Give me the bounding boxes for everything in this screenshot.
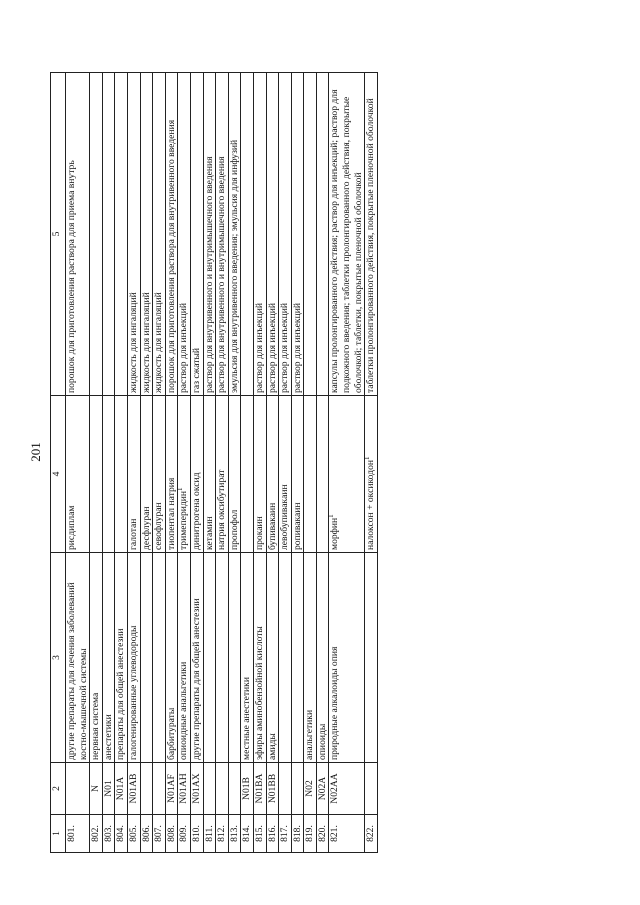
row-number-cell — [165, 815, 178, 853]
dosage-form-cell — [228, 73, 241, 396]
dosage-form-text: таблетки пролонгированного действия, покрытые пленочной оболочкой — [365, 98, 377, 393]
drug-name-cell — [316, 396, 329, 553]
header-cell: 2 — [51, 763, 66, 815]
atc-code-cell — [365, 763, 378, 815]
row-number-text: 811. — [203, 825, 215, 842]
atc-code-cell — [291, 763, 304, 815]
row-number-text: 810. — [190, 825, 202, 842]
table-row — [241, 73, 254, 853]
group-name-cell — [316, 553, 329, 763]
row-number-cell — [304, 815, 317, 853]
atc-code-text: N01BB — [266, 773, 278, 804]
drug-name-text: десфлуран — [140, 506, 152, 550]
atc-code-cell — [153, 763, 166, 815]
atc-code-cell — [115, 763, 128, 815]
dosage-form-cell — [66, 73, 90, 396]
drug-name-cell — [153, 396, 166, 553]
group-name-text: другие препараты для общей анестезии — [190, 598, 202, 760]
table-row — [266, 73, 279, 853]
row-number-cell — [66, 815, 90, 853]
dosage-form-cell — [316, 73, 329, 396]
group-name-text: анальгетики — [304, 709, 316, 760]
dosage-form-text: раствор для внутривенного и внутримышечного введения — [203, 156, 215, 393]
group-name-cell — [279, 553, 292, 763]
dosage-form-text: жидкость для ингаляций — [153, 292, 165, 393]
row-number-cell — [178, 815, 191, 853]
dosage-form-text: жидкость для ингаляций — [140, 292, 152, 393]
atc-code-cell — [140, 763, 153, 815]
row-number-text: 817. — [279, 825, 291, 842]
group-name-cell — [329, 553, 365, 763]
dosage-form-text: раствор для инъекций — [291, 303, 303, 393]
dosage-form-text: раствор для инъекций — [279, 303, 291, 393]
group-name-cell — [228, 553, 241, 763]
row-number-cell — [140, 815, 153, 853]
dosage-form-cell — [329, 73, 365, 396]
drug-name-cell — [115, 396, 128, 553]
group-name-cell — [266, 553, 279, 763]
row-number-cell — [253, 815, 266, 853]
header-row — [51, 73, 66, 853]
row-number-cell — [127, 815, 140, 853]
row-number-text: 805. — [127, 825, 139, 842]
group-name-cell — [165, 553, 178, 763]
dosage-form-text: эмульсия для внутривенного введения; эмульсия для инфузий — [228, 139, 240, 393]
dosage-form-cell — [203, 73, 216, 396]
row-number-cell — [266, 815, 279, 853]
row-number-text: 807. — [153, 825, 165, 842]
dosage-form-cell — [90, 73, 103, 396]
group-name-cell — [115, 553, 128, 763]
row-number-cell — [329, 815, 365, 853]
drug-name-text: динитрогена оксид — [190, 472, 202, 550]
dosage-form-cell — [253, 73, 266, 396]
table-row — [228, 73, 241, 853]
group-name-cell — [304, 553, 317, 763]
atc-code-cell — [266, 763, 279, 815]
drug-name-text: кетамин — [203, 516, 215, 550]
atc-code-cell — [329, 763, 365, 815]
drug-name-text: бупивакаин — [266, 502, 278, 550]
group-name-cell — [127, 553, 140, 763]
table-row — [115, 73, 128, 853]
drug-name-cell — [178, 396, 191, 553]
row-number-cell — [190, 815, 203, 853]
drug-name-cell — [279, 396, 292, 553]
atc-code-text: N01A — [115, 776, 127, 801]
drug-name-text: пропофол — [228, 509, 240, 550]
dosage-form-cell — [241, 73, 254, 396]
row-number-cell — [90, 815, 103, 853]
atc-code-text: N02 — [304, 780, 316, 797]
table-body — [66, 73, 378, 853]
atc-code-cell — [102, 763, 115, 815]
atc-code-cell — [228, 763, 241, 815]
drug-name-text: натрия оксибутират — [216, 469, 228, 550]
dosage-form-text: раствор для инъекций — [253, 303, 265, 393]
row-number-text: 820. — [316, 825, 328, 842]
atc-code-cell — [279, 763, 292, 815]
dosage-form-cell — [140, 73, 153, 396]
atc-code-text: N01B — [241, 777, 253, 800]
group-name-cell — [102, 553, 115, 763]
dosage-form-cell — [190, 73, 203, 396]
group-name-cell — [291, 553, 304, 763]
table-row — [203, 73, 216, 853]
atc-code-cell — [178, 763, 191, 815]
dosage-form-text: порошок для приготовления раствора для приема внутрь — [66, 160, 77, 393]
table-row — [178, 73, 191, 853]
atc-code-cell — [216, 763, 229, 815]
drug-name-text: налоксон + оксикодон — [365, 460, 377, 550]
group-name-cell — [203, 553, 216, 763]
header-cell: 1 — [51, 815, 66, 853]
group-name-text: нервная система — [90, 692, 102, 760]
group-name-text: местные анестетики — [241, 677, 253, 760]
group-name-cell — [153, 553, 166, 763]
table-row — [304, 73, 317, 853]
group-name-cell — [66, 553, 90, 763]
drug-name-text: тримеперидин — [178, 490, 190, 550]
drug-name-cell — [190, 396, 203, 553]
row-number-text: 819. — [304, 825, 316, 842]
row-number-text: 802. — [90, 825, 102, 842]
drug-name-cell — [66, 396, 90, 553]
table-row — [291, 73, 304, 853]
row-number-text: 822. — [365, 825, 377, 842]
row-number-cell — [153, 815, 166, 853]
drug-name-cell — [253, 396, 266, 553]
row-number-cell — [316, 815, 329, 853]
group-name-text: амиды — [266, 733, 278, 760]
group-name-text: другие препараты для лечения заболеваний костно-мышечной системы — [66, 582, 89, 760]
group-name-cell — [253, 553, 266, 763]
atc-code-text: N01AH — [178, 773, 190, 804]
row-number-cell — [365, 815, 378, 853]
row-number-text: 804. — [115, 825, 127, 842]
atc-code-cell — [66, 763, 90, 815]
drug-name-cell — [228, 396, 241, 553]
group-name-text: барбитураты — [165, 707, 177, 760]
dosage-form-cell — [266, 73, 279, 396]
drug-name-cell — [203, 396, 216, 553]
drug-table — [50, 72, 378, 853]
table-row — [329, 73, 365, 853]
atc-code-cell — [90, 763, 103, 815]
drug-name-cell — [127, 396, 140, 553]
dosage-form-cell — [165, 73, 178, 396]
dosage-form-text: капсулы пролонгированного действия; раствор для инъекций; раствор для подкожного введения; таблетки пролонгированного действия, покрытые оболочкой; таблетки, покрытые пленочной оболочкой — [329, 89, 364, 393]
atc-code-cell — [127, 763, 140, 815]
group-name-text: анестетики — [102, 714, 114, 760]
dosage-form-text: порошок для приготовления раствора для внутривенного введения — [165, 119, 177, 393]
group-name-text: опиоидные анальгетики — [178, 661, 190, 760]
row-number-cell — [241, 815, 254, 853]
row-number-text: 818. — [291, 825, 303, 842]
atc-code-cell — [253, 763, 266, 815]
atc-code-cell — [304, 763, 317, 815]
drug-name-text: левобупивакаин — [279, 484, 291, 550]
drug-name-cell — [365, 396, 378, 553]
atc-code-text: N — [90, 785, 102, 792]
table-row — [253, 73, 266, 853]
table-row — [66, 73, 90, 853]
dosage-form-cell — [279, 73, 292, 396]
drug-name-text: морфин — [329, 517, 341, 550]
table-row — [165, 73, 178, 853]
atc-code-cell — [190, 763, 203, 815]
row-number-text: 821. — [329, 825, 341, 842]
atc-code-text: N01 — [102, 780, 114, 797]
header-cell: 3 — [51, 553, 66, 763]
dosage-form-cell — [153, 73, 166, 396]
row-number-cell — [291, 815, 304, 853]
row-number-cell — [115, 815, 128, 853]
group-name-text: эфиры аминобензойной кислоты — [253, 626, 265, 760]
atc-code-text: N02A — [316, 776, 328, 801]
drug-name-cell — [241, 396, 254, 553]
atc-code-cell — [203, 763, 216, 815]
table-row — [365, 73, 378, 853]
row-number-cell — [279, 815, 292, 853]
group-name-cell — [241, 553, 254, 763]
drug-name-cell — [165, 396, 178, 553]
group-name-cell — [216, 553, 229, 763]
row-number-text: 816. — [266, 825, 278, 842]
atc-code-text: N01AF — [165, 774, 177, 803]
page-number: 201 — [28, 442, 43, 462]
group-name-cell — [178, 553, 191, 763]
footnote-mark: 1 — [176, 487, 185, 491]
drug-name-cell — [291, 396, 304, 553]
group-name-cell — [140, 553, 153, 763]
drug-name-cell — [216, 396, 229, 553]
row-number-text: 808. — [165, 825, 177, 842]
row-number-text: 812. — [216, 825, 228, 842]
atc-code-text: N01BA — [253, 773, 265, 804]
drug-name-text: тиопентал натрия — [165, 477, 177, 550]
drug-name-cell — [140, 396, 153, 553]
group-name-cell — [365, 553, 378, 763]
dosage-form-cell — [115, 73, 128, 396]
row-number-cell — [102, 815, 115, 853]
atc-code-cell — [165, 763, 178, 815]
row-number-text: 803. — [102, 825, 114, 842]
atc-code-text: N02AA — [329, 773, 341, 804]
group-name-cell — [90, 553, 103, 763]
table-row — [153, 73, 166, 853]
table-row — [102, 73, 115, 853]
group-name-text: опиоиды — [316, 723, 328, 760]
drug-name-cell — [329, 396, 365, 553]
dosage-form-text: раствор для внутривенного и внутримышечного введения — [216, 156, 228, 393]
row-number-text: 813. — [228, 825, 240, 842]
row-number-text: 814. — [241, 825, 253, 842]
row-number-cell — [203, 815, 216, 853]
dosage-form-cell — [102, 73, 115, 396]
group-name-text: галогенированные углеводороды — [127, 625, 139, 760]
atc-code-cell — [316, 763, 329, 815]
row-number-cell — [228, 815, 241, 853]
drug-name-cell — [266, 396, 279, 553]
table-row — [90, 73, 103, 853]
dosage-form-text: газ сжатый — [190, 347, 202, 393]
table-row — [127, 73, 140, 853]
row-number-text: 815. — [253, 825, 265, 842]
group-name-cell — [190, 553, 203, 763]
dosage-form-text: раствор для инъекций — [178, 303, 190, 393]
dosage-form-cell — [304, 73, 317, 396]
header-cell: 4 — [51, 396, 66, 553]
drug-name-text: ропивакаин — [291, 502, 303, 550]
dosage-form-cell — [127, 73, 140, 396]
dosage-form-text: жидкость для ингаляций — [127, 292, 139, 393]
dosage-form-cell — [291, 73, 304, 396]
footnote-mark: 1 — [363, 456, 372, 460]
drug-name-cell — [102, 396, 115, 553]
atc-code-text: N01AX — [190, 773, 202, 804]
table-row — [190, 73, 203, 853]
row-number-cell — [216, 815, 229, 853]
dosage-form-cell — [216, 73, 229, 396]
drug-name-cell — [90, 396, 103, 553]
footnote-mark: 1 — [327, 514, 336, 518]
drug-name-text: прокаин — [253, 516, 265, 550]
row-number-text: 809. — [178, 825, 190, 842]
rotated-page — [50, 73, 590, 853]
atc-code-cell — [241, 763, 254, 815]
row-number-text: 806. — [140, 825, 152, 842]
drug-name-text: галотан — [127, 518, 139, 550]
drug-name-text: рисдиплам — [66, 505, 77, 550]
dosage-form-text: раствор для инъекций — [266, 303, 278, 393]
header-cell: 5 — [51, 73, 66, 396]
group-name-text: препараты для общей анестезии — [115, 628, 127, 760]
table-row — [216, 73, 229, 853]
drug-name-cell — [304, 396, 317, 553]
atc-code-text: N01AB — [127, 773, 139, 804]
group-name-text: природные алкалоиды опия — [329, 646, 341, 760]
dosage-form-cell — [178, 73, 191, 396]
table-row — [279, 73, 292, 853]
table-row — [316, 73, 329, 853]
drug-name-text: севофлуран — [153, 502, 165, 550]
table-row — [140, 73, 153, 853]
dosage-form-cell — [365, 73, 378, 396]
row-number-text: 801. — [66, 825, 77, 842]
